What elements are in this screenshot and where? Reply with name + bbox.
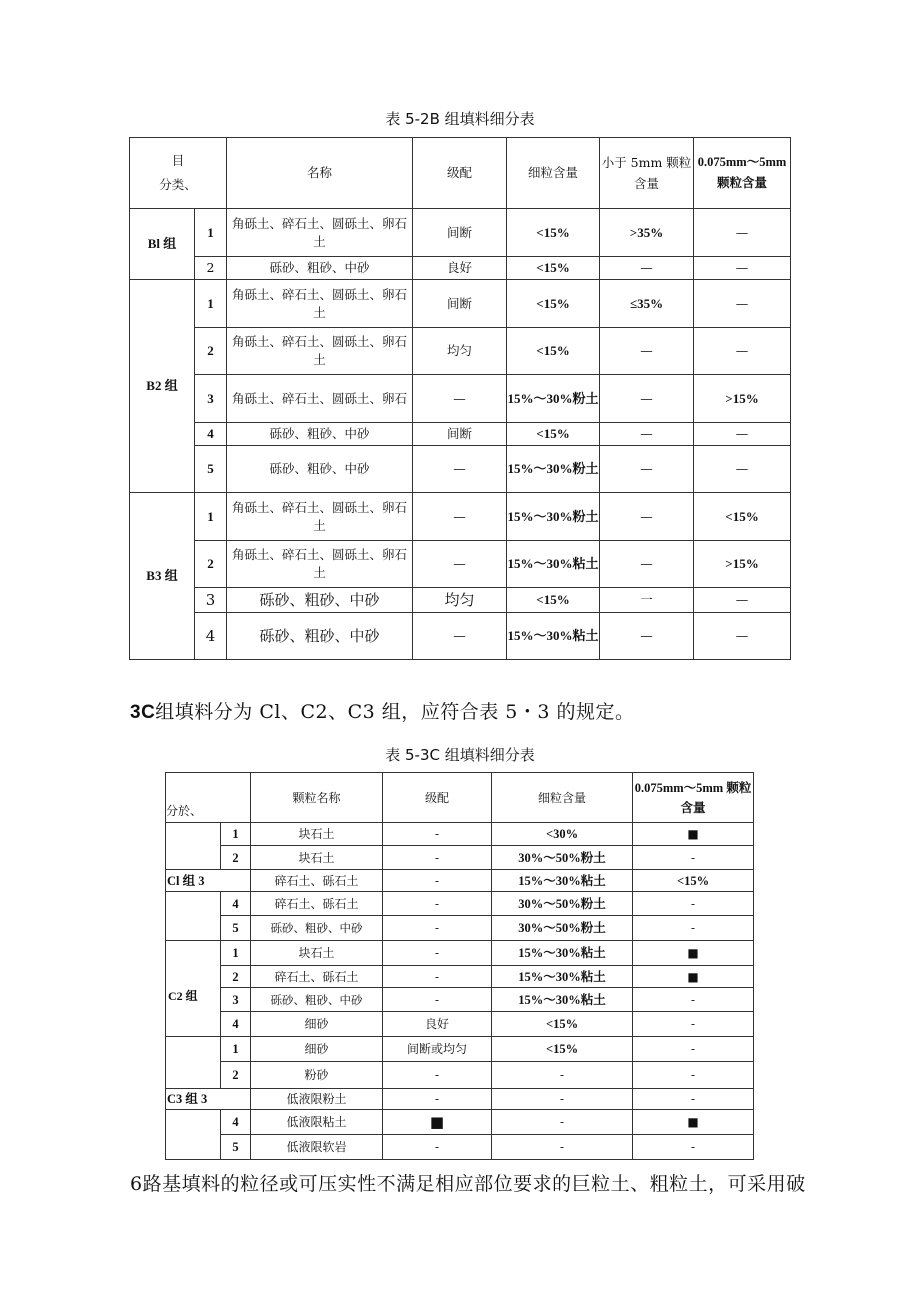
row-range: - [633,988,754,1012]
row-grading: — [413,375,507,423]
row-range: - [633,1089,754,1110]
row-grading: 间断 [413,280,507,328]
row-name: 低液限粉土 [251,1089,383,1110]
row-lt5: 一 [600,588,694,613]
paragraph-c-groups [130,697,635,724]
row-name: 砾砂、粗砂、中砂 [251,988,383,1012]
group-label: B2 组 [130,280,195,493]
row-name: 角砾土、碎石土、圆砾土、卵石土 [227,541,413,588]
row-range: ■ [633,1110,754,1135]
table-row [130,280,791,328]
row-range: - [633,846,754,870]
row-fines: 15%～30%粘土 [507,541,600,588]
row-grading: - [383,823,492,846]
row-name: 砾砂、粗砂、中砂 [227,446,413,493]
row-number: 4 [221,1012,251,1037]
row-number: 5 [221,1135,251,1160]
row-range: — [694,328,791,375]
table-c-header-range: 0.075mm～5mm 颗粒含量 [633,773,754,823]
row-range: ■ [633,941,754,966]
row-grading: - [383,870,492,892]
row-fines: - [492,1110,633,1135]
row-lt5: — [600,375,694,423]
table-row [130,613,791,660]
row-name: 碎石土、砾石土 [251,966,383,988]
row-grading: ■ [383,1110,492,1135]
table-row [166,1089,754,1110]
table-b-header-lt5: 小于 5mm 颗粒含量 [600,138,694,209]
row-number: 2 [195,328,227,375]
group-cell [166,846,221,870]
row-fines: 30%～50%粉土 [492,892,633,916]
row-number: 3 [195,588,227,613]
row-number: 5 [195,446,227,493]
row-lt5: — [600,423,694,446]
header-category-bottom: 分类、 [159,177,197,192]
row-range: — [694,209,791,257]
row-fines: <15% [492,1037,633,1062]
row-fines: <15% [507,209,600,257]
row-fines: <15% [507,588,600,613]
table-b-header-row [130,138,791,209]
row-lt5: — [600,328,694,375]
row-fines: 15%～30%粘土 [507,613,600,660]
paragraph-text: 路基填料的粒径或可压实性不满足相应部位要求的巨粒土、粗粒土，可采用破 [142,1173,806,1195]
table-row [130,375,791,423]
row-lt5: — [600,493,694,541]
row-name: 块石土 [251,941,383,966]
row-range: - [633,1037,754,1062]
row-number: 1 [195,493,227,541]
row-grading: 良好 [383,1012,492,1037]
row-name: 砾砂、粗砂、中砂 [227,613,413,660]
group-label: Bl 组 [130,209,195,280]
row-range: - [633,892,754,916]
row-name: 砾砂、粗砂、中砂 [227,423,413,446]
table-row [166,870,754,892]
row-lt5: — [600,446,694,493]
paragraph-fill-material [130,1169,806,1196]
group-cell [166,916,221,941]
row-number: 1 [221,1037,251,1062]
table-row [166,1037,754,1062]
row-fines: 15%～30%粉土 [507,493,600,541]
row-grading: — [413,613,507,660]
row-name: 砾砂、粗砂、中砂 [227,588,413,613]
table-row [130,493,791,541]
group-label: B3 组 [130,493,195,660]
row-name: 低液限软岩 [251,1135,383,1160]
row-number: 4 [195,423,227,446]
row-grading: — [413,541,507,588]
row-number: 2 [195,541,227,588]
group-cell [166,1135,221,1160]
row-fines: 30%～50%粉土 [492,846,633,870]
row-number: 4 [195,613,227,660]
group-cell [166,941,221,966]
row-fines: 15%～30%粉土 [507,446,600,493]
row-lt5: >35% [600,209,694,257]
group-cell [166,892,221,916]
table-row [166,1135,754,1160]
group-cell [166,1012,221,1037]
table-c-header-row [166,773,754,823]
row-grading: - [383,1089,492,1110]
row-lt5: — [600,613,694,660]
table-row [130,423,791,446]
row-fines: <15% [507,257,600,280]
row-name: 角砾土、碎石土、圆砾土、卵石土 [227,209,413,257]
table-row [166,823,754,846]
row-fines: 15%～30%粘土 [492,966,633,988]
row-name: 细砂 [251,1012,383,1037]
row-name: 细砂 [251,1037,383,1062]
row-name: 角砾土、碎石土、圆砾土、卵石土 [227,493,413,541]
row-fines: - [492,1135,633,1160]
table-b-header-name: 名称 [227,138,413,209]
table-row [166,892,754,916]
row-fines: <30% [492,823,633,846]
table-row [166,966,754,988]
row-grading: 间断或均匀 [383,1037,492,1062]
table-row [130,541,791,588]
group-cell [166,966,221,1003]
row-range: >15% [694,541,791,588]
group-cell [166,1110,221,1135]
table-b-header-grading: 级配 [413,138,507,209]
row-range: >15% [694,375,791,423]
row-grading: — [413,446,507,493]
table-row [166,941,754,966]
table-row [130,257,791,280]
table-c-header-fines: 细粒含量 [492,773,633,823]
row-fines: <15% [507,423,600,446]
table-row [130,209,791,257]
row-range: — [694,446,791,493]
row-fines: 15%～30%粘土 [492,988,633,1012]
table-row [166,916,754,941]
paragraph-number: 6 [130,1173,143,1195]
row-lt5: — [600,257,694,280]
row-fines: - [492,1062,633,1089]
row-name: 碎石土、砾石土 [251,892,383,916]
row-number: 1 [195,209,227,257]
row-range: - [633,1135,754,1160]
row-grading: — [413,493,507,541]
row-range: ■ [633,966,754,988]
row-number: 2 [195,257,227,280]
row-range: — [694,280,791,328]
row-grading: - [383,1062,492,1089]
row-grading: 均匀 [413,328,507,375]
group-cell [166,1037,221,1062]
row-grading: - [383,846,492,870]
row-grading: - [383,1135,492,1160]
row-number: 1 [195,280,227,328]
row-grading: 均匀 [413,588,507,613]
table-row [166,1062,754,1089]
table-c [165,772,754,1160]
row-grading: 间断 [413,209,507,257]
paragraph-text: 组填料分为 Cl、C2、C3 组，应符合表 5・3 的规定。 [155,701,635,723]
row-name: 角砾土、碎石土、圆砾土、卵石土 [227,328,413,375]
row-range: — [694,257,791,280]
row-name: 低液限粘土 [251,1110,383,1135]
group-cell [166,1062,221,1089]
row-number: 4 [221,1110,251,1135]
row-number: 3 [195,375,227,423]
table-c-header-category: 分於、 [166,773,251,823]
table-c-header-grading: 级配 [383,773,492,823]
row-grading: - [383,966,492,988]
row-fines: 15%～30%粘土 [492,941,633,966]
row-fines: - [492,1089,633,1110]
row-fines: 15%～30%粉土 [507,375,600,423]
table-row [166,1110,754,1135]
row-range: - [633,916,754,941]
row-range: — [694,588,791,613]
row-number: 3 [221,988,251,1012]
row-grading: 良好 [413,257,507,280]
row-range: - [633,1012,754,1037]
row-name: 角砾土、碎石土、圆砾土、卵石土 [227,280,413,328]
table-b-header-range: 0.075mm～5mm 颗粒含量 [694,138,791,209]
row-grading: - [383,988,492,1012]
row-fines: <15% [507,328,600,375]
row-fines: 30%～50%粉土 [492,916,633,941]
table-row [130,328,791,375]
table-row [166,988,754,1012]
row-fines: 15%～30%粘土 [492,870,633,892]
table-row [166,1012,754,1037]
row-range: <15% [694,493,791,541]
group-cell [166,823,221,846]
paragraph-number: 3C [130,702,156,723]
row-number: 1 [221,941,251,966]
row-name: 粉砂 [251,1062,383,1089]
row-lt5: — [600,541,694,588]
row-lt5: ≤35% [600,280,694,328]
row-number: 2 [221,846,251,870]
row-number: 2 [221,1062,251,1089]
row-name: 角砾土、碎石土、圆砾土、卵石 [227,375,413,423]
row-grading: - [383,941,492,966]
table-row [166,846,754,870]
row-fines: <15% [507,280,600,328]
table-b-header-fines: 细粒含量 [507,138,600,209]
row-number: 4 [221,892,251,916]
row-grading: - [383,916,492,941]
row-name: 块石土 [251,823,383,846]
row-range: - [633,1062,754,1089]
row-number: 1 [221,823,251,846]
header-category-top: 目 [171,153,185,168]
group-label-c3: C3 组 3 [166,1089,251,1110]
table-c-header-name: 颗粒名称 [251,773,383,823]
table-row [130,588,791,613]
row-number: 5 [221,916,251,941]
row-range: — [694,613,791,660]
row-grading: - [383,892,492,916]
row-name: 碎石土、砾石土 [251,870,383,892]
table-row [130,446,791,493]
row-name: 块石土 [251,846,383,870]
group-label-c2: C2 组 [168,988,198,1003]
row-number: 2 [221,966,251,988]
row-fines: <15% [492,1012,633,1037]
row-grading: 间断 [413,423,507,446]
row-range: <15% [633,870,754,892]
group-label-c1: Cl 组 3 [166,870,251,892]
row-range: ■ [633,823,754,846]
table-b-header-category [130,138,227,209]
table-b [129,137,791,660]
row-name: 砾砂、粗砂、中砂 [227,257,413,280]
table-b-title: 表 5-2B 组填料细分表 [385,110,535,128]
row-range: — [694,423,791,446]
row-name: 砾砂、粗砂、中砂 [251,916,383,941]
table-c-title: 表 5-3C 组填料细分表 [385,746,535,764]
